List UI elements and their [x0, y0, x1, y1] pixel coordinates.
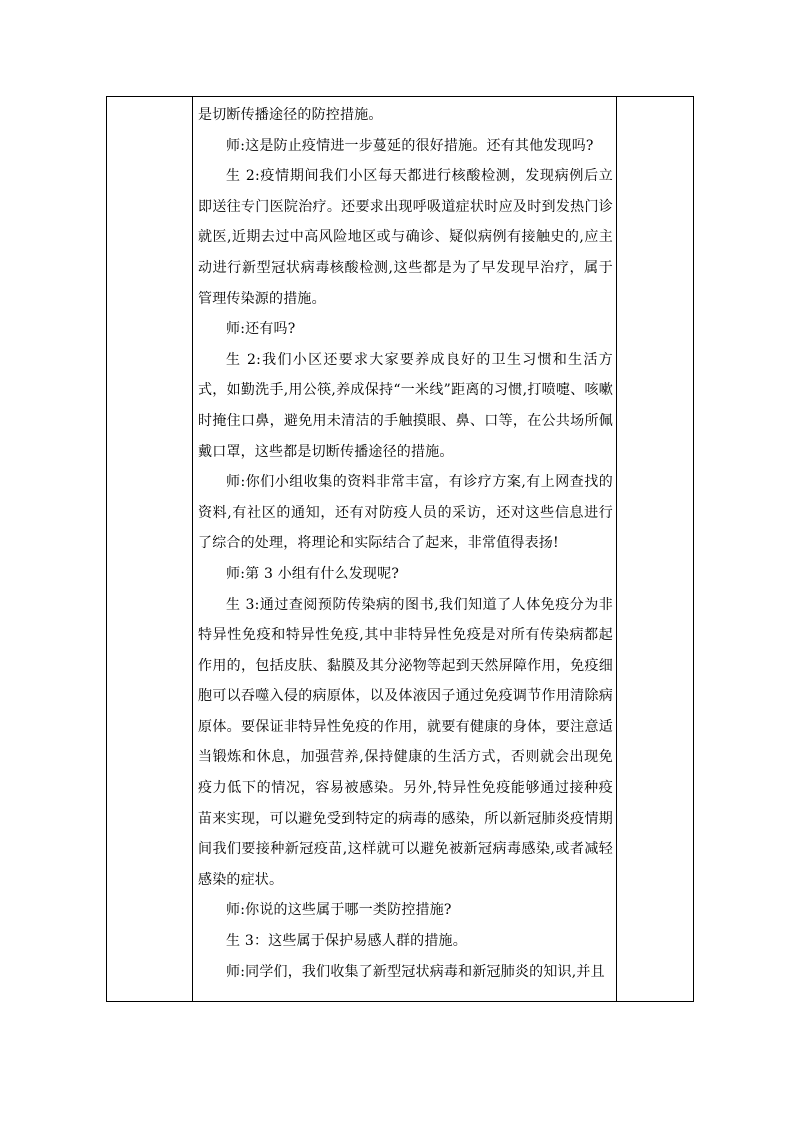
paragraph-10: 生 3：这些属于保护易感人群的措施。 [226, 933, 467, 950]
paragraph-2: 师:这是防止疫情进一步蔓延的很好措施。还有其他发现吗? [226, 137, 594, 154]
paragraph-9: 师:你说的这些属于哪一类防控措施? [226, 902, 452, 919]
lesson-dialogue-cell [198, 100, 613, 987]
paragraph-3: 生 2:疫情期间我们小区每天都进行核酸检测，发现病例后立即送往专门医院治疗。还要求出现呼吸道症状时应及时到发热门诊就医,近期去过中高风险地区或与确诊、疑似病例有接触史的,应主动进行新型冠状病毒核酸检测,这些都是为了早发现早治疗，属于管理传染源的措施。 [198, 168, 613, 307]
table-column-divider-left [192, 97, 193, 1001]
paragraph-6: 师:你们小组收集的资料非常丰富，有诊疗方案,有上网查找的资料,有社区的通知，还有对防疫人员的采访，还对这些信息进行了综合的处理，将理论和实际结合了起来，非常值得表扬! [198, 474, 613, 552]
paragraph-1: 是切断传播途径的防控措施。 [198, 107, 383, 123]
paragraph-4: 师:还有吗? [226, 321, 296, 338]
paragraph-7: 师:第 3 小组有什么发现呢? [226, 565, 400, 582]
paragraph-11: 师:同学们，我们收集了新型冠状病毒和新冠肺炎的知识,并且 [226, 963, 605, 980]
lesson-table [106, 96, 694, 1002]
table-column-divider-right [616, 97, 617, 1001]
paragraph-8: 生 3:通过查阅预防传染病的图书,我们知道了人体免疫分为非特异性免疫和特异性免疫,其中非特异性免疫是对所有传染病都起作用的，包括皮肤、黏膜及其分泌物等起到天然屏障作用，免疫细胞可以吞噬入侵的病原体，以及体液因子通过免疫调节作用清除病原体。要保证非特异性免疫的作用，就要有健康的身体，要注意适当锻炼和休息，加强营养,保持健康的生活方式，否则就会出现免疫力低下的情况，容易被感染。另外,特异性免疫能够通过接种疫苗来实现，可以避免受到特定的病毒的感染，所以新冠肺炎疫情期间我们要接种新冠疫苗,这样就可以避免被新冠病毒感染,或者减轻感染的症状。 [198, 596, 613, 888]
paragraph-5: 生 2:我们小区还要求大家要养成良好的卫生习惯和生活方式，如勤洗手,用公筷,养成保持“一米线”距离的习惯,打喷嚏、咳嗽时掩住口鼻，避免用未清洁的手触摸眼、鼻、口等，在公共场所佩戴口罩，这些都是切断传播途径的措施。 [198, 351, 613, 460]
